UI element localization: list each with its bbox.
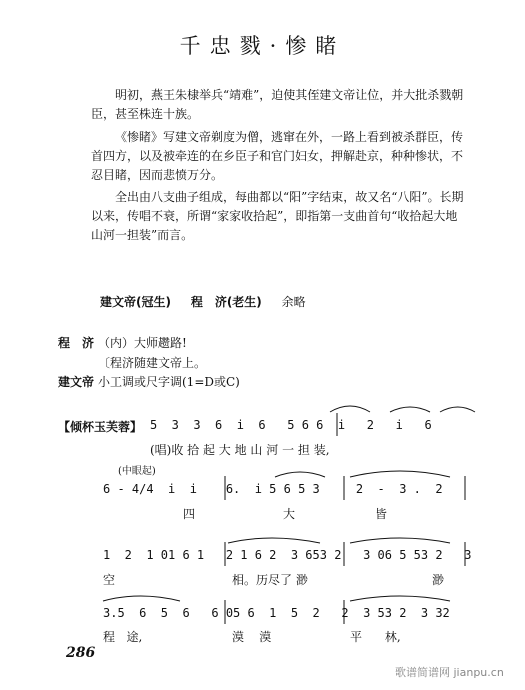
cast-role-chengji: 程 济(老生) [190,295,262,309]
intro-paragraph-3: 全出由八支曲子组成，每曲都以“阳”字结束，故又名“八阳”。长期以来，传唱不衰，所谓“家家收拾起”，即指第一支曲首句“收拾起大地山河一担装”而言。 [91,190,464,242]
watermark: 歌谱简谱网 jianpu.cn [395,666,504,679]
score-row-1-lyrics: (唱)收 拾 起 大 地 山 河 一 担 装, [150,443,330,457]
score-row-1-notes: 5 3 3 6 i 6 5 6 6 i 2 i 6 [150,418,432,432]
score-row-4-lyric-b: 漠 漠 [232,630,272,644]
score-row-3-lyric-b: 相。历尽了 渺 [232,573,308,587]
page-title: 千忠戮·惨睹 [179,34,346,58]
slur [275,472,325,477]
intro-paragraph-1: 明初，燕王朱棣举兵“靖难”，迫使其侄建文帝让位，并大批杀戮朝臣，甚至株连十族。 [91,88,464,121]
score-row-2-lyric-a: 四 [183,507,196,521]
score-row-4-lyric-c: 平 林, [350,630,401,644]
slur [350,538,450,543]
slur [440,407,475,412]
cast-others: 余略 [281,295,306,309]
score-row-2-lyric-b: 大 [283,507,296,521]
intro-paragraph-2: 《惨睹》写建文帝剃度为僧，逃窜在外，一路上看到被杀群臣，传首四方，以及被牵连的在乡臣子和官门妇女，押解赴京，种种惨状，不忍目睹，因而悲愤万分。 [91,130,464,182]
slur [330,406,370,412]
speaker-chengji: 程 济 [58,336,95,350]
score-row-3-lyric-c: 渺 [432,573,445,587]
tune-name: 【倾杯玉芙蓉】 [58,420,143,434]
slur [350,471,450,477]
key-mode: 小工调或尺字调(1=D或C) [98,375,240,389]
score-row-3-notes: 1 2 1 01 6 1 2 1 6 2 3 653 2 3 06 5 53 2 3 [103,548,472,562]
stage-direction: 〔程济随建文帝上。 [98,356,207,370]
dialogue-line: （内）大师趱路! [98,336,187,350]
speaker-jianwen: 建文帝 [58,375,95,389]
cast-role-jianwen: 建文帝(冠生) [100,295,171,309]
tempo-marking: (中眼起) [118,466,156,477]
slur [103,596,180,601]
score-row-2-notes: 6 - 4/4 i i 6. i 5 6 5 3 2 - 3 . 2 [103,482,443,496]
score-row-2-lyric-c: 皆 [375,507,388,521]
page-number: 286 [66,645,96,661]
slur [390,407,430,412]
slur [228,538,320,543]
score-row-4-lyric-a: 程 途, [103,630,143,644]
score-row-4-notes: 3.5 6 5 6 6 05 6 1 5 2 2 3 53 2 3 32 [103,606,450,620]
score-row-3-lyric-a: 空 [103,573,116,587]
slur [350,596,450,601]
